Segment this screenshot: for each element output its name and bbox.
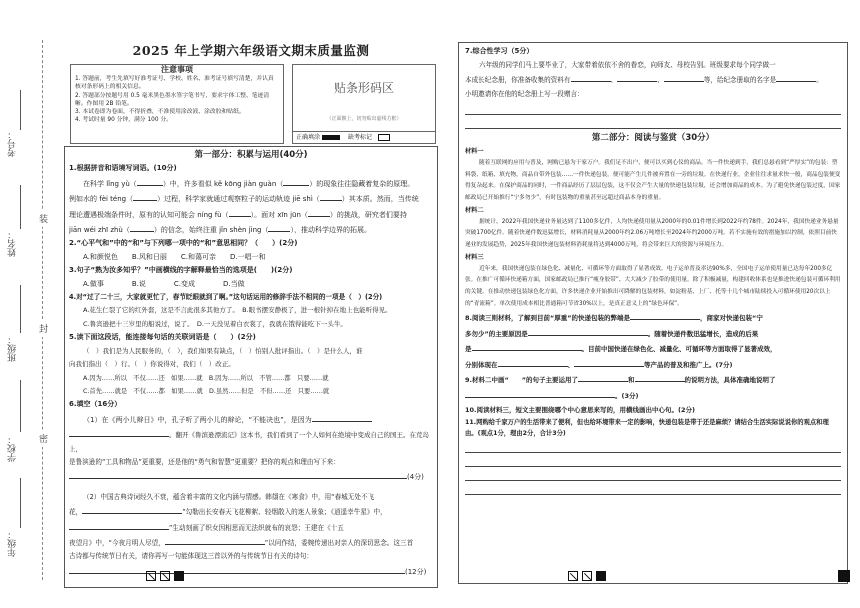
q9-seg: 的说明方法，具体准确地说明了: [684, 376, 776, 385]
answer-blank[interactable]: [283, 176, 309, 186]
grade-label: 年级：: [8, 530, 18, 557]
scan-mark-icon: [146, 571, 156, 581]
q6-1-text: 是鲁滨逊的“工具和物品”更重要，还是他的“勇气和智慧”更重要？把你的观点和理由写下来：: [69, 457, 340, 466]
q8-text: [465, 326, 841, 342]
part1-title: 第一部分：积累与运用(40分): [194, 150, 308, 160]
q1-text: ），推动科学边界的拓展。: [290, 226, 371, 235]
answer-blank[interactable]: [528, 326, 648, 336]
answer-line[interactable]: [69, 564, 405, 574]
q8-text: [465, 357, 841, 373]
q7-text-seg: 等，给纪念册取的名字是: [703, 76, 777, 85]
answer-line[interactable]: [465, 101, 841, 115]
answer-blank[interactable]: [498, 357, 568, 367]
answer-blank[interactable]: [130, 222, 154, 232]
q9-text: [465, 388, 841, 404]
q1-text: 例如水的 fèi téng（: [69, 195, 134, 204]
notice-title: 注意事项: [161, 65, 193, 74]
notice-item: 1. 答题前，考生先填写好准考证号、学校、姓名、准考证号填写清楚，并认真核对条形码上的相关信息。: [75, 76, 274, 91]
q4-option-a: [69, 304, 433, 317]
q6-2-text: [69, 504, 433, 519]
name-label: 姓名：: [8, 230, 18, 257]
option-d[interactable]: D.一天没见着白衣裳了，我就在饿得能吃下一头牛。: [196, 319, 347, 328]
notice-item: 2. 答题部分按题号用 0.5 毫米黑色墨水签字笔书写，要求字体工整、笔迹清晰。作图用 2B 铅笔。: [75, 92, 270, 107]
q8-seg: 等产品的普及和推广上。(7分): [644, 360, 733, 369]
q6-2-text: [69, 520, 433, 535]
q1-text: 理论遭遇极端条件时，原有的认知可能会 níng fù（: [69, 210, 229, 219]
answer-blank[interactable]: [664, 72, 704, 82]
q7-text-seg: 。: [816, 76, 823, 85]
answer-blank[interactable]: [465, 388, 615, 398]
answer-blank[interactable]: [137, 176, 163, 186]
q7-text: [465, 72, 841, 88]
q8-seg: ，商家对快递包装“宁: [700, 314, 763, 323]
material-1-text: 随着互联网的应用与普及，网购已悬为干家万户。我们足不出户，便可以买到心仪的商品。当一件快递到手，我们总悬看到“严厚实”的包装：塑料袋、纸箱、填充物，商品自带外包装……一件快递包装，便可能产生几件被弃置在一旁的垃圾。在快递行业，企业往往求量求快一般，商品包装便变得复杂起来。在保护商品的同时，一件商品经历了层层包装，这不仅会产生大量的快递包装垃圾，还会增加商品的成本。为了避免快递包装过度，国家邮政局已开始推行“宁多勿少”，有时包装物的重量甚至远超过商品本身的重量。: [465, 160, 841, 201]
q3-options[interactable]: A.做事 B.说 C.变成 D.当做: [83, 279, 245, 288]
answer-blank[interactable]: [133, 191, 157, 201]
answer-blank[interactable]: [617, 72, 657, 82]
answer-blank[interactable]: [776, 72, 816, 82]
q5-options[interactable]: C.首先……就是 不仅……都 如果……就 D.虽然……但是 不但……还 只要……就: [83, 387, 330, 395]
q2-options[interactable]: A.和颜悦色 B.风和日丽 C.和蔼可亲 D.一唱一和: [83, 252, 266, 261]
answer-blank[interactable]: [630, 310, 700, 320]
q5-title: 5.读下面这段话，能连接每句话的关联词语是（ ）(2分): [69, 333, 256, 342]
answer-blank[interactable]: [578, 372, 628, 382]
part2-title: 第二部分：阅读与鉴赏（30分）: [591, 133, 715, 144]
q8-seg: 分别体现在: [465, 360, 498, 369]
q6-text: ”生动刻画了织女因相思而无法织就布的哀怨；王建在《十五: [169, 523, 344, 532]
q6-text: 花，: [69, 508, 83, 517]
q8-seg: 、: [567, 360, 574, 369]
answer-line[interactable]: [465, 115, 841, 129]
q1-text: 在科学 lǐng yù（: [83, 179, 137, 188]
q11-title: 11.网购给千家万户的生活带来了便利，但也给环境带来一定的影响，快递包装是带于还是麻烦？请结合生活实际说说你的观点和理由。(观点1分，理由2分，合计3分): [465, 419, 829, 438]
correct-fill-label: 正确填涂: [296, 134, 321, 141]
exam-number-blank[interactable]: [20, 90, 21, 130]
q9-text: [465, 372, 841, 388]
answer-blank[interactable]: [312, 412, 372, 422]
option-a[interactable]: A.花生仁裂了它的红外套，这是不言此很多其他方了。: [83, 306, 236, 315]
q7-text: 小明邀请你在他的纪念册上写一段赠言：: [465, 89, 584, 98]
q7-title: 7.综合性学习（5分）: [465, 47, 534, 55]
q6-text: （1）在《两小儿辩日》中，孔子听了两小儿的辩论，“不能决也”，是因为: [83, 415, 312, 424]
q1-text: ）的信念，始终注重 jǐn shèn jìng（: [153, 226, 269, 235]
material-2-title: 材料二: [465, 206, 484, 214]
q7-text-seg: 、: [657, 76, 664, 85]
q8-seg: 是: [465, 345, 472, 354]
absent-mark-box[interactable]: [378, 134, 390, 141]
material-3-text: 近年来，我国快递包装在绿色化、减量化、可循环等方面取得了显著成效。电子运单普及率达90%多，全国电子运单使用量已达每年200多亿张。在推广可循环快递箱方面，国家邮政局已推行“瘦身胶带”、大大减少了胶带的使用量。除了积极减量，构建回收体系也是推进快递包装可循环利用的关键。在推动快递包装绿色化方面，许多快递企业开始推出可降解的包装材料，如淀粉基、上厂、托等十几个城市陆续投入可循环使用20次以上的“青流箱”。单次使用成本相比普通箱可节省30%以上，是真正意义上的“绿色环保”。: [465, 265, 841, 307]
absent-mark-label: 缺考标记: [347, 134, 372, 141]
notice-item: 3. 本试卷即为卷面，不得折叠，不准使用涂改液、涂改胶和贴纸。: [75, 109, 245, 116]
q2-title: 2.“心平气和”中的“和”与下列哪一项中的“和”意思相同？（ ）(2分): [69, 239, 298, 248]
answer-blank[interactable]: [308, 207, 330, 217]
notice-box: [70, 64, 284, 144]
barcode-label: 贴条形码区: [333, 81, 394, 95]
binding-strip: [0, 0, 62, 608]
scan-mark-icon: [160, 571, 170, 581]
q1-text: ）。面对 xīn jūn（: [250, 210, 308, 219]
q4-title: 4.对“过了二十三，大家就更忙了，春节眨眼就到了啊。”这句话运用的修辞手法不相同的一项是（ ）(2分): [69, 293, 383, 302]
q9-seg: 9.材料二中画“ ”的句子主要运用了: [465, 376, 579, 385]
q1-text: ）其本质。然而，当传统: [341, 195, 419, 204]
q6-text: ”以问作结，委婉传递出对亲人的深切思念。这三首: [264, 538, 414, 547]
answer-line[interactable]: [69, 469, 407, 479]
notice-item: 4. 考试时量 90 分钟，满分 100 分。: [75, 117, 172, 124]
answer-blank[interactable]: [69, 427, 169, 437]
q3-title: 3.句子“熟为汝多知乎？”中画横线的字解释最恰当的选项是( )(2分): [69, 266, 293, 275]
q1-line: [69, 222, 433, 237]
score: (4分): [407, 473, 424, 482]
q4-option-c: [69, 318, 433, 331]
barcode-sub: （正面朝上，切勿贴出虚线方框）: [326, 116, 402, 122]
q6-2-text: 古诗都与传统节日有关，请你再写一句能体现这三首以外的与传统节日有关的诗句：: [69, 552, 313, 561]
q8-seg: 8.阅读三则材料，了解到目前“厚重”的快递包装的弊端是: [465, 314, 631, 323]
q9-seg: 和: [628, 376, 635, 385]
seal-char-2: 封: [39, 320, 48, 337]
exam-title: 2025 年上学期六年级语文期末质量监测: [132, 43, 370, 58]
grade-blank[interactable]: [20, 478, 21, 528]
answer-blank[interactable]: [571, 72, 611, 82]
q6-1-text: [69, 412, 433, 427]
school-label: 学校：: [8, 435, 18, 462]
barcode-area: [292, 64, 436, 132]
answer-line[interactable]: [465, 453, 841, 467]
q1-text: ）的挑战，研究者们要持: [329, 210, 407, 219]
answer-line[interactable]: [465, 439, 841, 453]
q1-line: [69, 207, 433, 222]
q8-text: [465, 310, 841, 326]
answer-blank[interactable]: [69, 520, 169, 530]
q6-2-answer: [69, 564, 433, 579]
class-blank[interactable]: [20, 285, 21, 333]
correct-fill-sample: [322, 135, 340, 140]
q5-options[interactable]: A.因为……所以 不仅……还 如果……就 B.因为……所以 不管……都 只要……就: [83, 374, 329, 382]
q8-text: [465, 341, 841, 357]
scan-marks-right: [568, 571, 610, 581]
class-label: 班级：: [8, 335, 18, 362]
answer-blank[interactable]: [472, 341, 582, 351]
binding-dashed-line: [42, 40, 43, 580]
scan-marks-left: [146, 571, 188, 581]
material-3-title: 材料三: [465, 253, 484, 261]
q6-2-text: [69, 535, 433, 550]
q6-text: ”勾勒出长安春天飞花柳絮、轻烟散入的迷人景象；《逍遥幸牛星》中，: [182, 508, 387, 517]
answer-line[interactable]: [465, 481, 841, 495]
q7-text-seg: 、: [610, 76, 618, 85]
answer-line[interactable]: [465, 467, 841, 481]
scan-mark-icon: [582, 571, 592, 581]
school-blank[interactable]: [20, 380, 21, 432]
q1-title: 1.根据拼音和语境写词语。(10分): [69, 164, 177, 173]
q9-seg: 。(3分): [615, 392, 639, 401]
q1-text: jiān wéi zhī zhù（: [69, 226, 130, 235]
q8-seg: 。目前中国快递在绿色化、减量化、可循环等方面取得了显著成效，: [581, 345, 777, 354]
exam-number-label: 考号：: [8, 130, 18, 157]
option-c[interactable]: C.鲁宾逊把十三岁里的船说过，说了。: [83, 319, 191, 328]
scan-mark-icon: [568, 571, 578, 581]
q6-text: 夜望月》中，“今夜月明人尽望，: [69, 538, 165, 547]
fill-marks: [292, 132, 436, 144]
seal-char-3: 密: [39, 430, 48, 447]
q6-2-text: （2）中国古典诗词经久不衰，蕴含着丰富的文化内涵与情感。韩翃在《寒食》中，用“春城无处不飞: [83, 492, 375, 501]
answer-blank[interactable]: [165, 535, 265, 545]
seal-char-1: 装: [39, 210, 48, 227]
q6-1-answer: [69, 469, 433, 484]
q1-line: [69, 191, 433, 206]
option-b[interactable]: B.眼书摆安静极了，进一根针掉在地上也能听得见。: [242, 306, 392, 315]
q1-text: ）的现象往往隐藏着复杂的原理。: [309, 179, 415, 188]
corner-anchor-mark: [838, 570, 850, 582]
answer-blank[interactable]: [574, 357, 644, 367]
q8-seg: 。随着快递件数迅猛增长，造成的后果: [647, 329, 759, 338]
answer-blank[interactable]: [82, 504, 182, 514]
q5-text: 向我们指出（ ）行。（ ）你说得对，我们（ ）改正。: [69, 360, 235, 369]
score: (12分): [405, 567, 427, 576]
q6-text: 。翻开《鲁滨逊漂流记》这本书，我们看到了一个人如何在绝境中变成自己的国王。在荒岛上，: [69, 431, 429, 453]
name-blank[interactable]: [20, 185, 21, 229]
answer-blank[interactable]: [320, 191, 342, 201]
q1-text: ）中，许多看似 kě kōng jiàn guàn（: [162, 179, 284, 188]
material-2-text: 据统计，2022年我国快递业务量达到了1100多亿件，人均快递使用量从2000年的0.01件增长到2022年约78件。2024年，我国快递业务悬量突破1700亿件。随着快递件数迅猛增长，材料消耗量从2000年约2.06万吨增长至2024年约2000万吨。若不实施有效的措施加以控制，依照目前快递业的发展趋势，2025年我国快递包装材料消耗量将达到4000万吨，将会带来巨大的资源与环境压力。: [465, 218, 839, 248]
answer-blank[interactable]: [268, 222, 290, 232]
q1-text: ）过程，科学家就通过观察粒子的运动轨迹 jiē shì（: [157, 195, 320, 204]
answer-blank[interactable]: [229, 207, 251, 217]
answer-blank[interactable]: [635, 372, 685, 382]
right-page: [458, 42, 848, 584]
q7-text: 六年级的同学们马上要毕业了，大家带着依依不舍的眷恋，向师友、母校告别。班级要求每个同学做一: [479, 60, 776, 69]
part1-section: [64, 146, 438, 588]
q10-title: 10.阅读材料三，短文主要围绕哪个中心意思来写的，用横线画出中心句。(2分): [465, 405, 695, 414]
scan-mark-icon: [174, 571, 184, 581]
q1-line: [69, 176, 433, 191]
q6-1-text: [69, 427, 433, 456]
q8-seg: 多勿少”的主要原因是: [465, 329, 528, 338]
q5-text: （ ）我们是为人民服务的，（ ），我们如果有缺点，（ ）怕别人批评指出。（ ）是什么人，谁: [83, 346, 363, 355]
material-1-title: 材料一: [465, 147, 484, 155]
scan-mark-icon: [596, 571, 606, 581]
q7-text-seg: 本成长纪念册，你准备收集的资料有: [465, 76, 571, 85]
q6-title: 6.填空（16分）: [69, 400, 122, 409]
